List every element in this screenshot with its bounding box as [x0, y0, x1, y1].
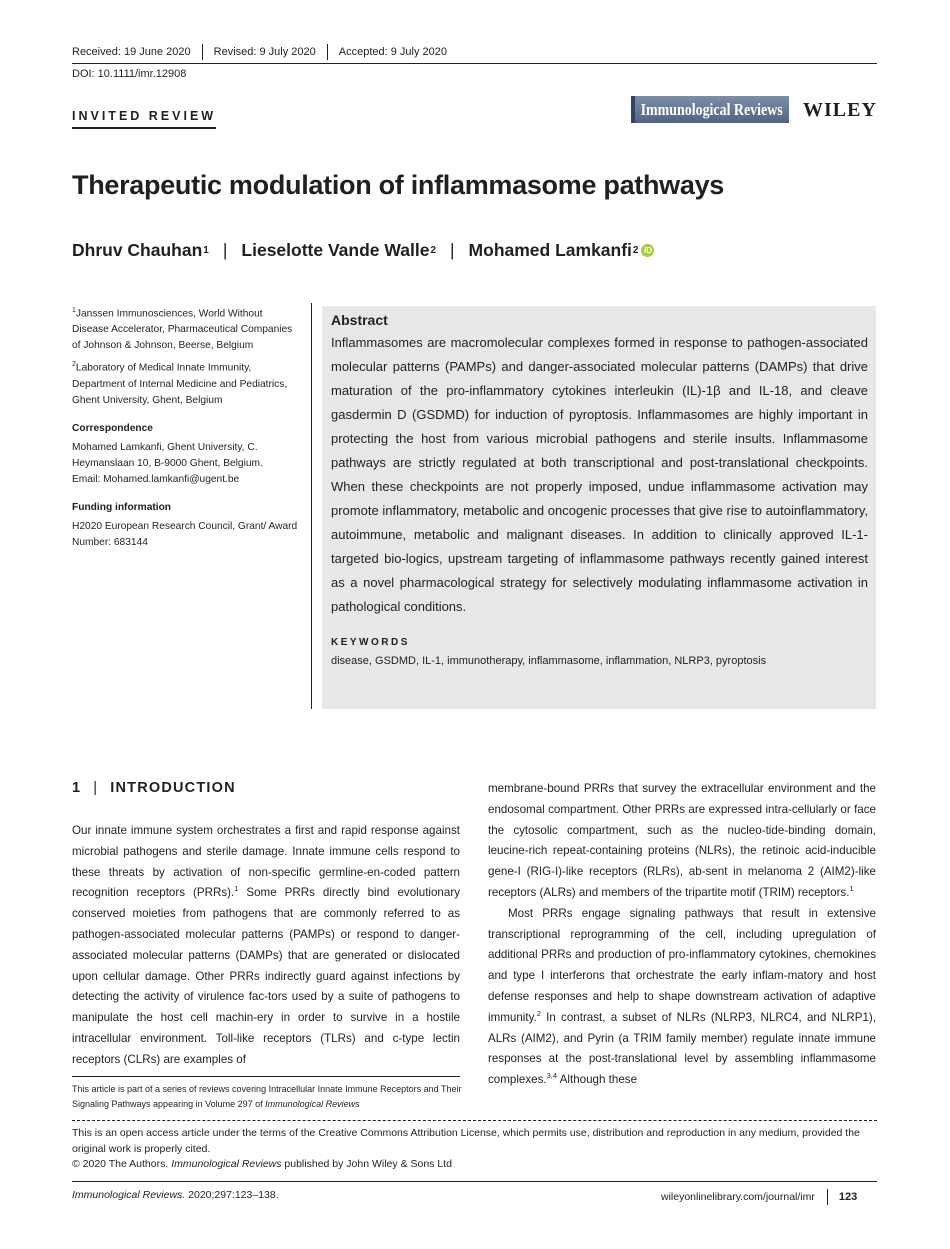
author-name[interactable]: Dhruv Chauhan: [72, 240, 203, 260]
author-name[interactable]: Lieselotte Vande Walle: [241, 240, 430, 260]
abstract-text: Inflammasomes are macromolecular complexes formed in response to pathogen-associated molecular patterns (PAMPs) and danger-associated molecular patterns (DAMPs) that drive maturation of the pro-inflammatory cytokines interleukin (IL)-1β and IL-18, and cleave gasdermin D (GSDMD) for induction of pyroptosis. Inflammasomes are highly important in protecting the host from various microbial pathogens and sterile insults. Inflammasome pathways are strictly regulated at both transcriptional and post-translational checkpoints. When these checkpoints are not properly imposed, undue inflammasome activation may promote inflammatory, metabolic and oncogenic processes that give rise to autoinflammatory, autoimmune, metabolic and malignant diseases. In addition to clinically approved IL-1-targeted bio-logics, upstream targeting of inflammasome pathways recently gained interest as a novel pharmacological strategy for selectively modulating inflammasome activation in pathological conditions.: [331, 335, 868, 614]
correspondence-heading: Correspondence: [72, 422, 153, 434]
date-divider: [327, 44, 328, 60]
footer-divider: [827, 1189, 828, 1205]
column-divider: [311, 303, 312, 709]
revised-date: Revised: 9 July 2020: [213, 46, 316, 58]
correspondence-text: Mohamed Lamkanfi, Ghent University, C. Heymanslaan 10, B-9000 Ghent, Belgium. Email: Mohamed.lamkanfi@ugent.be: [72, 441, 263, 485]
received-date: Received: 19 June 2020: [72, 46, 191, 58]
author-affiliation-mark: 1: [203, 245, 209, 256]
accepted-date: Accepted: 9 July 2020: [338, 46, 448, 58]
license-divider: [72, 1120, 877, 1121]
article-info-column: [72, 303, 298, 554]
abstract-box: [322, 306, 876, 709]
body-column-right: [488, 779, 876, 1091]
abstract-heading: Abstract: [331, 312, 388, 328]
section-label: INVITED REVIEW: [72, 109, 216, 129]
license-text: This is an open access article under the terms of the Creative Commons Attribution License, which permits use, distribution and reproduction in any medium, provided the original work is properly cited.: [72, 1127, 860, 1155]
author-list: [72, 240, 654, 261]
copyright-line: © 2020 The Authors. Immunological Reviews published by John Wiley & Sons Ltd: [72, 1158, 452, 1170]
author-separator: |: [450, 240, 455, 260]
funding-text: H2020 European Research Council, Grant/ Award Number: 683144: [72, 520, 298, 548]
header-rule: [72, 63, 877, 64]
journal-url[interactable]: wileyonlinelibrary.com/journal/imr: [661, 1191, 815, 1203]
correspondence-email[interactable]: Email: Mohamed.lamkanfi@ugent.be: [72, 473, 240, 485]
license-notice: [72, 1126, 882, 1173]
affiliation: $^1$Janssen Immunosciences, World Without Disease Accelerator, Pharmaceutical Companies of Johnson & Johnson, Beerse, Belgium: [72, 307, 293, 352]
article-title: Therapeutic modulation of inflammasome pathways: [72, 170, 725, 200]
footer-rule: [72, 1181, 877, 1182]
body-column-left: [72, 821, 460, 1071]
footnote-rule: [72, 1076, 460, 1077]
page-number: 123: [838, 1191, 858, 1203]
affiliation: $^2$Laboratory of Medical Innate Immunity, Department of Internal Medicine and Pediatrics, Ghent University, Ghent, Belgium: [72, 361, 288, 406]
author-separator: |: [222, 240, 228, 260]
footer-citation: Immunological Reviews. 2020;297:123–138.: [72, 1189, 279, 1201]
introduction-heading: [72, 780, 236, 796]
funding-heading: Funding information: [72, 501, 172, 513]
article-dates: [72, 44, 447, 60]
author-affiliation-mark: 2: [430, 245, 436, 256]
keywords-heading: KEYWORDS: [331, 637, 410, 648]
publisher-logo: WILEY: [803, 99, 877, 121]
citation-link[interactable]: 2: [536, 1008, 541, 1018]
date-divider: [202, 44, 203, 60]
body-paragraph: Most PRRs engage signaling pathways that result in extensive transcriptional reprogramming of the cell, including upregulation of additional PRRs and production of pro-inflammatory cytokines, chemokines and type I interferons that orchestrate the early inflam-matory and host defense responses and help to shape downstream activation of adaptive immunity.$^2$ In contrast, a subset of NLRs (NLRP3, NLRC4, and NLRP1), ALRs (AIM2), and Pyrin (a TRIM family member) regulate innate immune responses at the post-translational level by assembling inflammasome complexes.$^{3,4}$ Although these: [488, 906, 876, 1087]
section-separator: |: [93, 780, 99, 796]
keywords-list: disease, GSDMD, IL-1, immunotherapy, inflammasome, inflammation, NLRP3, pyroptosis: [331, 655, 767, 667]
citation-link[interactable]: 3,4: [546, 1071, 558, 1081]
author-affiliation-mark: 2: [632, 245, 639, 256]
citation-link[interactable]: 1: [849, 884, 854, 894]
series-footnote: This article is part of a series of reviews covering Intracellular Innate Immune Receptors and Their Signaling Pathways appearing in Volume 297 of Immunological Reviews: [72, 1084, 462, 1109]
journal-logo: [631, 96, 789, 123]
body-paragraph: Our innate immune system orchestrates a first and rapid response against microbial pathogens and sterile damage. Innate immune cells respond to these threats by activation of non-specific germline-en-coded pattern recognition receptors (PRRs).$^1$ Some PRRs directly bind evolutionary conserved moieties from pathogens that are commonly referred to as pathogen-associated molecular patterns (PAMPs) or respond to danger-associated molecular patterns (DAMPs) that are generated or dislocated upon cellular damage. Other PRRs indirectly guard against infections by detecting the activity of virulence fac-tors used by a suite of pathogens to manipulate the host cell machin-ery in order to survive in a hostile intracellular environment. Toll-like receptors (TLRs) and c-type lectin receptors (CLRs) are examples of: [72, 824, 460, 1066]
citation-link[interactable]: 1: [234, 884, 239, 894]
author-name[interactable]: Mohamed Lamkanfi: [468, 240, 632, 260]
orcid-icon[interactable]: iD: [641, 244, 654, 257]
footer-right: [661, 1189, 857, 1205]
doi[interactable]: DOI: 10.1111/imr.12908: [72, 68, 187, 80]
journal-logo-text: Immunological Reviews: [640, 99, 784, 119]
section-title: INTRODUCTION: [110, 780, 236, 796]
body-paragraph: membrane-bound PRRs that survey the extracellular environment and the endosomal compartment. Other PRRs are expressed intra-cellularly or face the cytosolic compartment, such as the nucleo-tide-binding domain, leucine-rich repeat-containing proteins (NLRs), the retinoic acid-inducible gene-I (RIG-I)-like receptors (RLRs), ab-sent in melanoma 2 (AIM2)-like receptors (ALRs) and members of the tripartite motif (TRIM) receptors.$^1$: [488, 782, 876, 899]
section-number: 1: [72, 780, 82, 796]
